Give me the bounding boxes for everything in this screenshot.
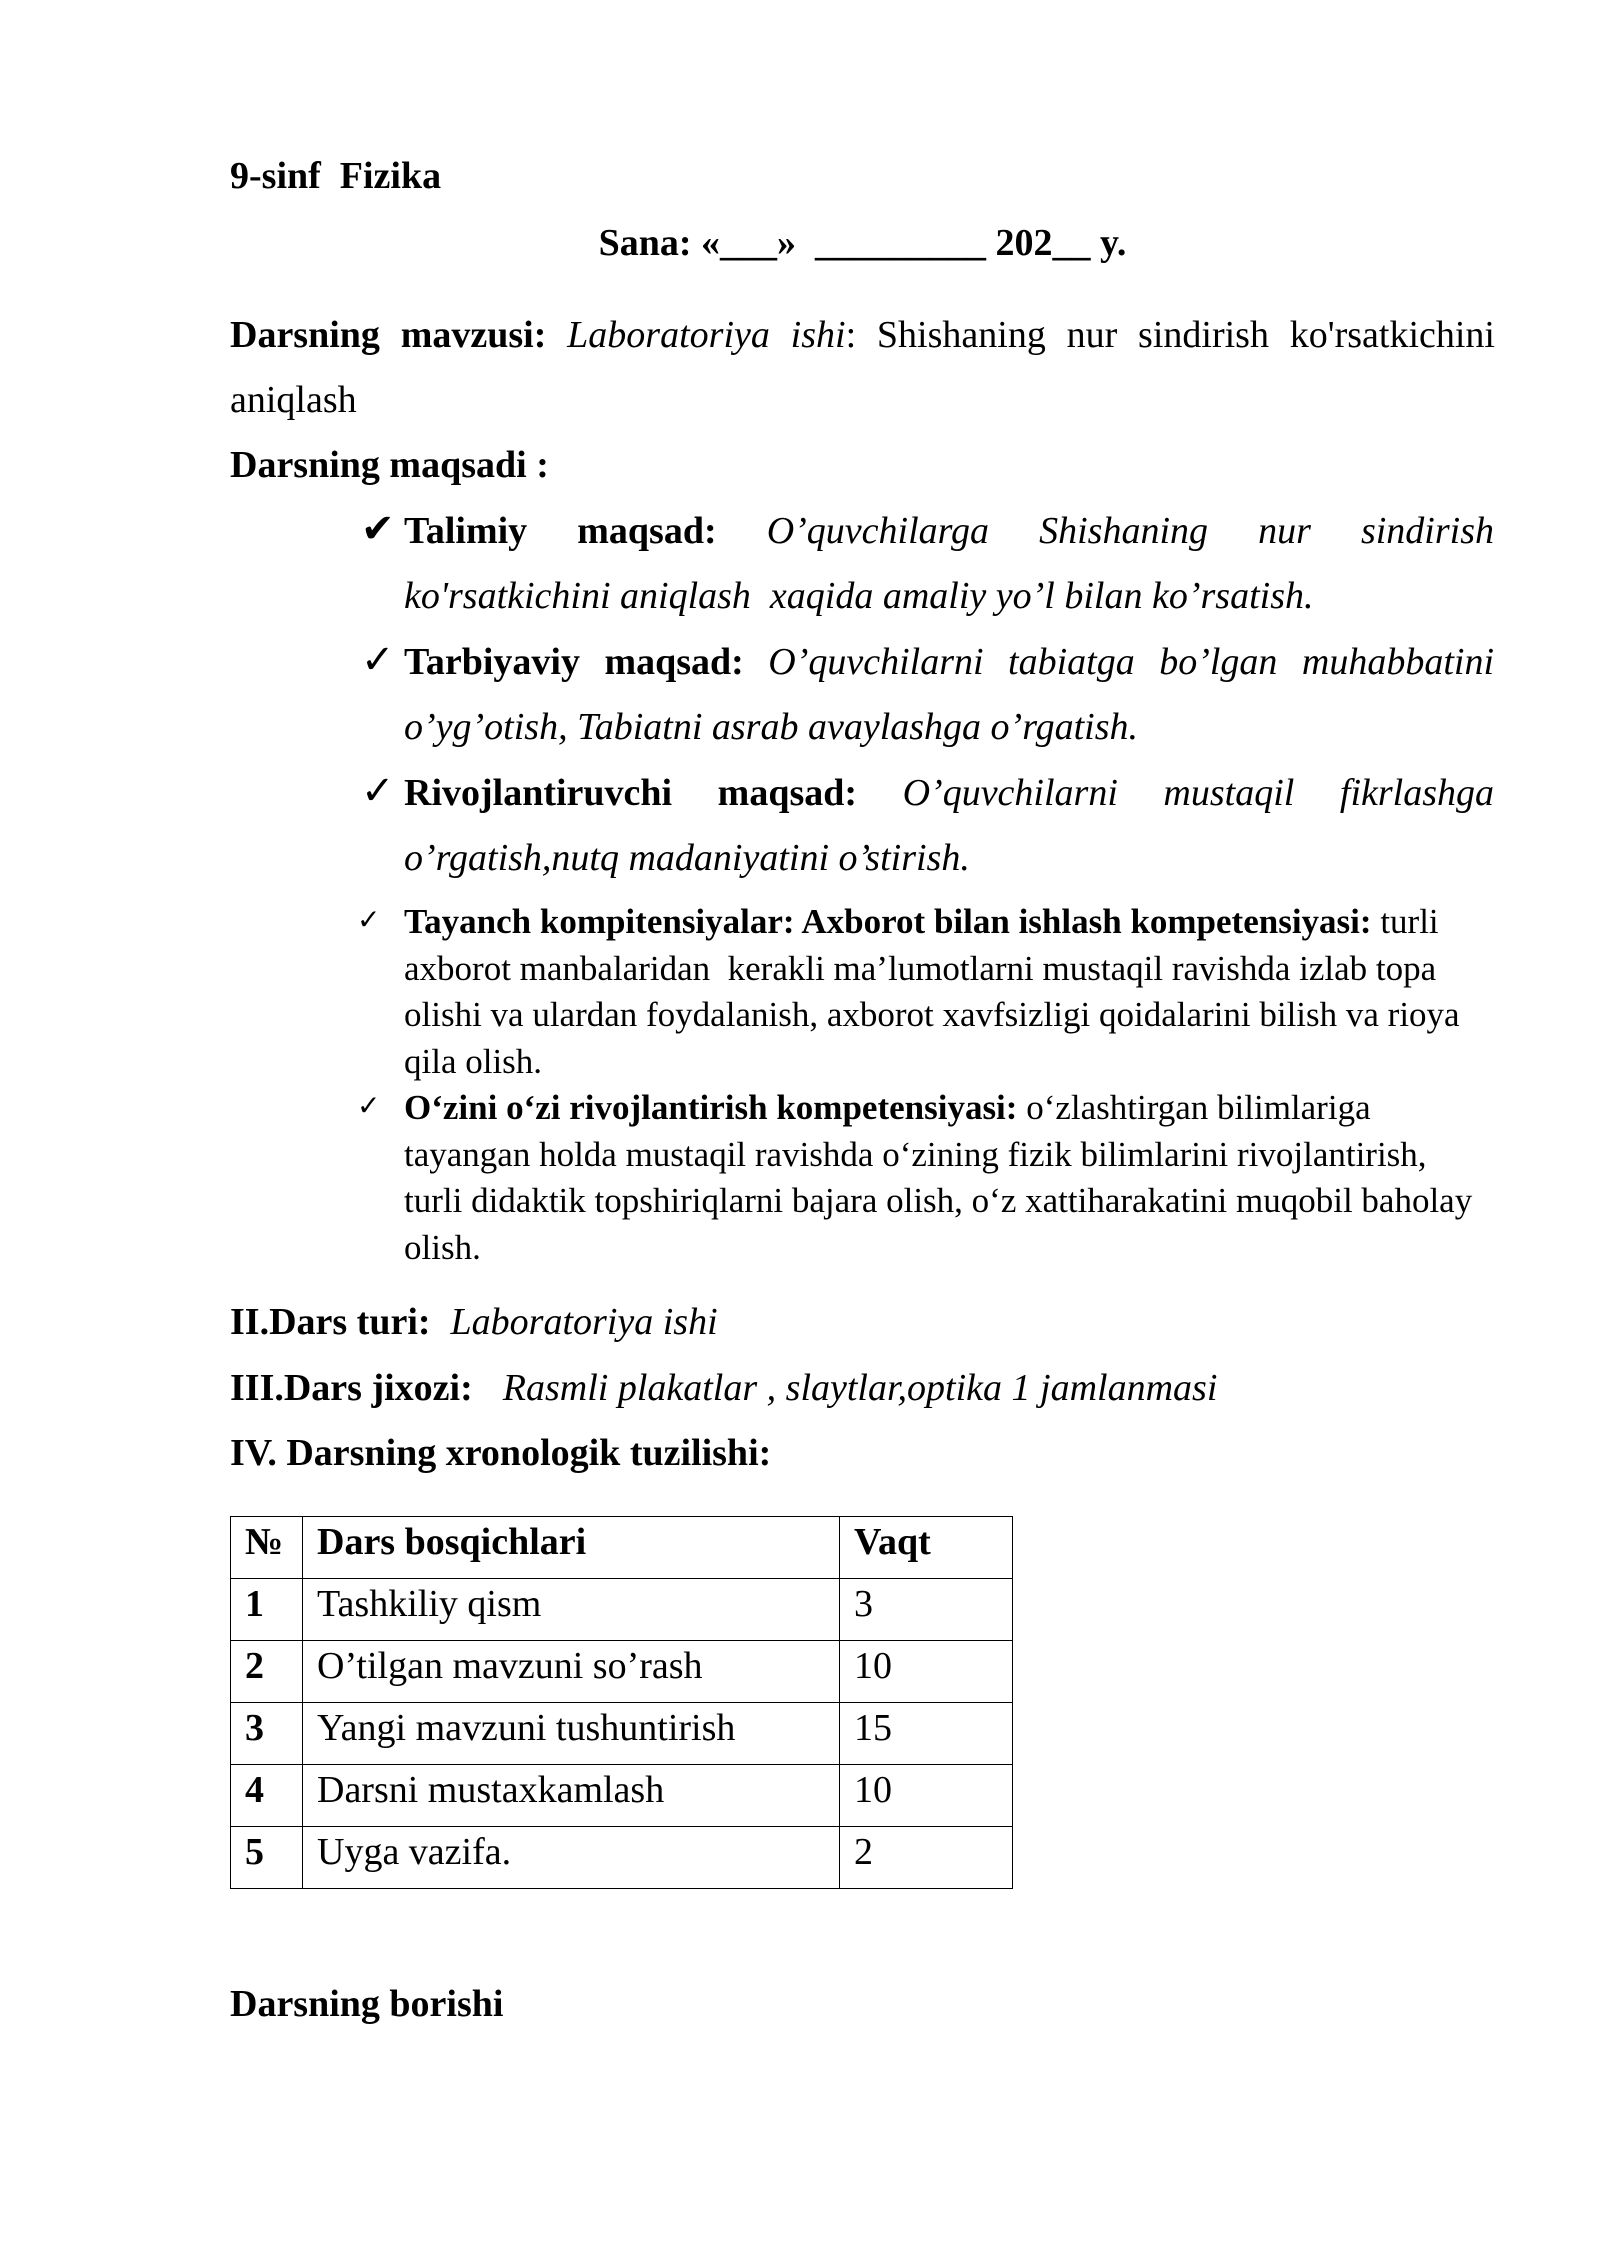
row-number: 1 [231,1579,303,1641]
topic-line-1 [230,310,1495,360]
lesson-equipment [230,1363,1217,1413]
goal-text-continued: o’yg’otish, Tabiatni asrab avaylashga o’rgatish. [404,706,1138,748]
schedule-table [230,1516,1013,1889]
goal-label: Tarbiyaviy maqsad: [404,641,744,683]
competency-line: tayangan holda mustaqil ravishda o‘zining fizik bilimlarini rivojlantirish, [404,1134,1427,1174]
competency-line: olishi va ulardan foydalanish, axborot xavfsizligi qoidalarini bilish va rioya [404,995,1460,1034]
topic-type: Laboratoriya ishi [567,314,846,356]
check-icon [361,635,395,685]
row-time: 10 [840,1765,1013,1827]
goal-item-developmental [404,768,1494,818]
competency-item-self-development [404,1085,1472,1271]
table-row [231,1641,1013,1703]
goal-label: Rivojlantiruvchi maqsad: [404,772,858,814]
goal-label: Talimiy maqsad: [404,510,717,552]
lesson-equipment-label: III.Dars jixozi: [230,1367,473,1409]
topic-text: : Shishaning nur sindirish ko'rsatkichini [845,314,1495,356]
competency-label: Tayanch kompitensiyalar: Axborot bilan ishlash kompetensiyasi: [404,902,1372,941]
check-heavy-icon [361,504,395,554]
competency-item-information [404,899,1460,1085]
competency-line [404,899,1460,946]
row-stage: Uyga vazifa. [303,1827,840,1889]
topic-line-2: aniqlash [230,379,357,421]
table-header-row [231,1517,1013,1579]
row-time: 15 [840,1703,1013,1765]
column-header-time: Vaqt [840,1517,1013,1579]
row-number: 2 [231,1641,303,1703]
lesson-type-value: Laboratoriya ishi [450,1301,718,1343]
row-stage: Darsni mustaxkamlash [303,1765,840,1827]
table-row [231,1579,1013,1641]
row-stage: Yangi mavzuni tushuntirish [303,1703,840,1765]
competency-label: O‘zini o‘zi rivojlantirish kompetensiyasi: [404,1088,1018,1127]
lesson-progress-heading: Darsning borishi [230,1983,504,2025]
goal-item-upbringing [404,637,1494,687]
goals-heading: Darsning maqsadi : [230,444,549,486]
schedule-heading: IV. Darsning xronologik tuzilishi: [230,1432,772,1474]
row-time: 3 [840,1579,1013,1641]
goal-text: O’quvchilarga Shishaning nur sindirish [766,510,1494,552]
competency-line: turli didaktik topshiriqlarni bajara olish, o‘z xattiharakatini muqobil baholay [404,1181,1473,1220]
date-line: Sana: «___» _________ 202__ y. [598,222,1127,264]
row-time: 10 [840,1641,1013,1703]
goal-text-continued: o’rgatish,nutq madaniyatini o’stirish. [404,837,970,879]
row-stage: Tashkiliy qism [303,1579,840,1641]
table-row [231,1765,1013,1827]
competency-text: o‘zlashtirgan bilimlariga [1026,1088,1371,1127]
competency-line [404,1085,1472,1132]
row-number: 3 [231,1703,303,1765]
goal-text: O’quvchilarni tabiatga bo’lgan muhabbatini [768,641,1495,683]
goal-text-continued: ko'rsatkichini aniqlash xaqida amaliy yo’l bilan ko’rsatish. [404,575,1314,617]
row-number: 4 [231,1765,303,1827]
check-icon [357,897,380,944]
column-header-stage: Dars bosqichlari [303,1517,840,1579]
class-subject-title: 9-sinf Fizika [230,155,442,197]
lesson-equipment-value: Rasmli plakatlar , slaytlar,optika 1 jamlanmasi [502,1367,1218,1409]
row-stage: O’tilgan mavzuni so’rash [303,1641,840,1703]
topic-label: Darsning mavzusi: [230,314,547,356]
competency-line: qila olish. [404,1041,543,1081]
goal-text: O’quvchilarni mustaqil fikrlashga [902,772,1495,814]
table-row [231,1827,1013,1889]
competency-line: olish. [404,1227,481,1267]
lesson-type [230,1297,718,1347]
lesson-type-label: II.Dars turi: [230,1301,431,1343]
table-row [231,1703,1013,1765]
competency-text: turli [1380,902,1439,941]
check-icon [361,766,395,816]
row-number: 5 [231,1827,303,1889]
column-header-number: № [231,1517,303,1579]
competency-line: axborot manbalaridan kerakli ma’lumotlarni mustaqil ravishda izlab topa [404,948,1437,988]
goal-item-educational [404,506,1494,556]
check-icon [357,1083,380,1130]
row-time: 2 [840,1827,1013,1889]
